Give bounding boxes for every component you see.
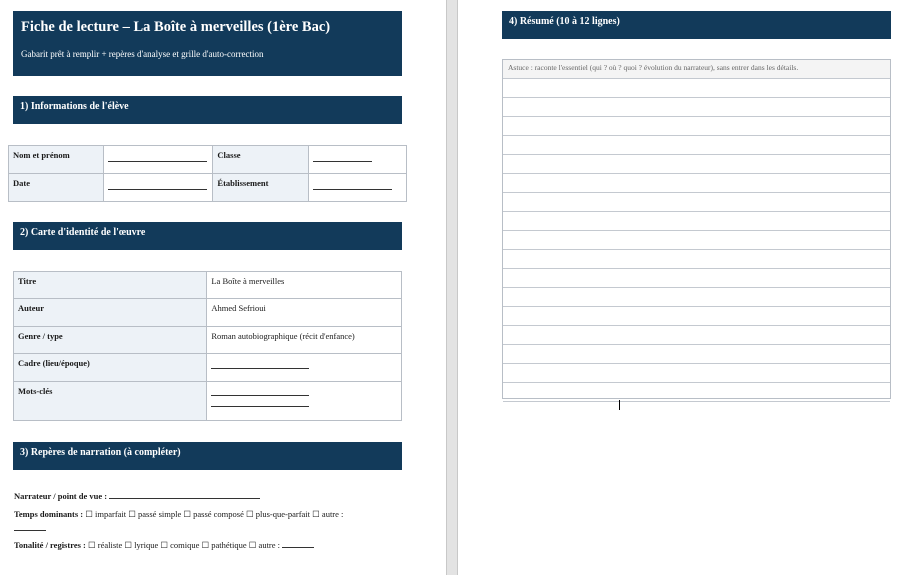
resume-box[interactable]	[502, 59, 891, 399]
tonalite-line	[14, 539, 394, 551]
resume-line[interactable]	[503, 383, 890, 402]
resume-line[interactable]	[503, 326, 890, 345]
label-classe: Classe	[213, 146, 309, 174]
resume-line[interactable]	[503, 117, 890, 136]
section4-heading	[502, 11, 891, 39]
tonalite-option[interactable]: ☐ autre :	[248, 540, 281, 550]
resume-line[interactable]	[503, 345, 890, 364]
resume-line[interactable]	[503, 174, 890, 193]
value-mots-cles[interactable]	[207, 382, 402, 421]
document-subtitle: Gabarit prêt à remplir + repères d'analyse et grille d'auto-correction	[21, 49, 264, 59]
narrateur-line	[14, 490, 260, 502]
temps-autre-blank[interactable]	[14, 522, 46, 534]
temps-option[interactable]: ☐ passé composé	[183, 509, 244, 519]
label-genre: Genre / type	[14, 327, 207, 354]
label-auteur: Auteur	[14, 299, 207, 327]
value-auteur[interactable]: Ahmed Sefrioui	[207, 299, 402, 327]
temps-label: Temps dominants :	[14, 509, 84, 519]
value-titre[interactable]: La Boîte à merveilles	[207, 272, 402, 299]
section1-heading-text: 1) Informations de l'élève	[20, 101, 129, 112]
resume-line[interactable]	[503, 155, 890, 174]
text-cursor	[619, 400, 620, 410]
title-banner	[13, 11, 402, 76]
tonalite-option[interactable]: ☐ réaliste	[87, 540, 123, 550]
section3-heading	[13, 442, 402, 470]
document-title: Fiche de lecture – La Boîte à merveilles (1ère Bac)	[21, 19, 331, 35]
section3-heading-text: 3) Repères de narration (à compléter)	[20, 447, 181, 458]
tonalite-option[interactable]: ☐ comique	[160, 540, 200, 550]
label-titre: Titre	[14, 272, 207, 299]
section4-heading-text: 4) Résumé (10 à 12 lignes)	[509, 16, 620, 27]
resume-line[interactable]	[503, 98, 890, 117]
student-info-table	[8, 145, 407, 202]
value-cadre[interactable]	[207, 354, 402, 382]
resume-line[interactable]	[503, 136, 890, 155]
temps-line	[14, 508, 394, 520]
label-date: Date	[9, 174, 104, 202]
temps-option[interactable]: ☐ imparfait	[85, 509, 127, 519]
resume-line[interactable]	[503, 250, 890, 269]
field-etablissement[interactable]	[309, 174, 407, 202]
resume-line[interactable]	[503, 231, 890, 250]
resume-hint: Astuce : raconte l'essentiel (qui ? où ? quoi ? évolution du narrateur), sans entrer dans les détails.	[503, 60, 890, 79]
label-nom: Nom et prénom	[9, 146, 104, 174]
resume-line[interactable]	[503, 364, 890, 383]
field-nom[interactable]	[104, 146, 213, 174]
narrateur-blank[interactable]	[109, 491, 260, 499]
value-genre[interactable]: Roman autobiographique (récit d'enfance)	[207, 327, 402, 354]
temps-option[interactable]: ☐ plus-que-parfait	[246, 509, 311, 519]
work-identity-table	[13, 271, 402, 421]
page-right	[458, 0, 906, 575]
label-etablissement: Établissement	[213, 174, 309, 202]
resume-line[interactable]	[503, 307, 890, 326]
section1-heading	[13, 96, 402, 124]
narrateur-label: Narrateur / point de vue :	[14, 491, 108, 501]
label-cadre: Cadre (lieu/époque)	[14, 354, 207, 382]
section2-heading-text: 2) Carte d'identité de l'œuvre	[20, 227, 146, 238]
field-classe[interactable]	[309, 146, 407, 174]
resume-line[interactable]	[503, 193, 890, 212]
tonalite-option[interactable]: ☐ pathétique	[201, 540, 247, 550]
resume-line[interactable]	[503, 288, 890, 307]
temps-option[interactable]: ☐ autre :	[312, 509, 344, 519]
page-left	[0, 0, 446, 575]
resume-line[interactable]	[503, 269, 890, 288]
temps-option[interactable]: ☐ passé simple	[128, 509, 182, 519]
resume-line[interactable]	[503, 79, 890, 98]
section2-heading	[13, 222, 402, 250]
resume-line[interactable]	[503, 212, 890, 231]
page-gutter	[446, 0, 458, 575]
label-mots-cles: Mots-clés	[14, 382, 207, 421]
field-date[interactable]	[104, 174, 213, 202]
tonalite-label: Tonalité / registres :	[14, 540, 86, 550]
tonalite-autre-blank[interactable]	[282, 540, 314, 548]
tonalite-option[interactable]: ☐ lyrique	[124, 540, 159, 550]
